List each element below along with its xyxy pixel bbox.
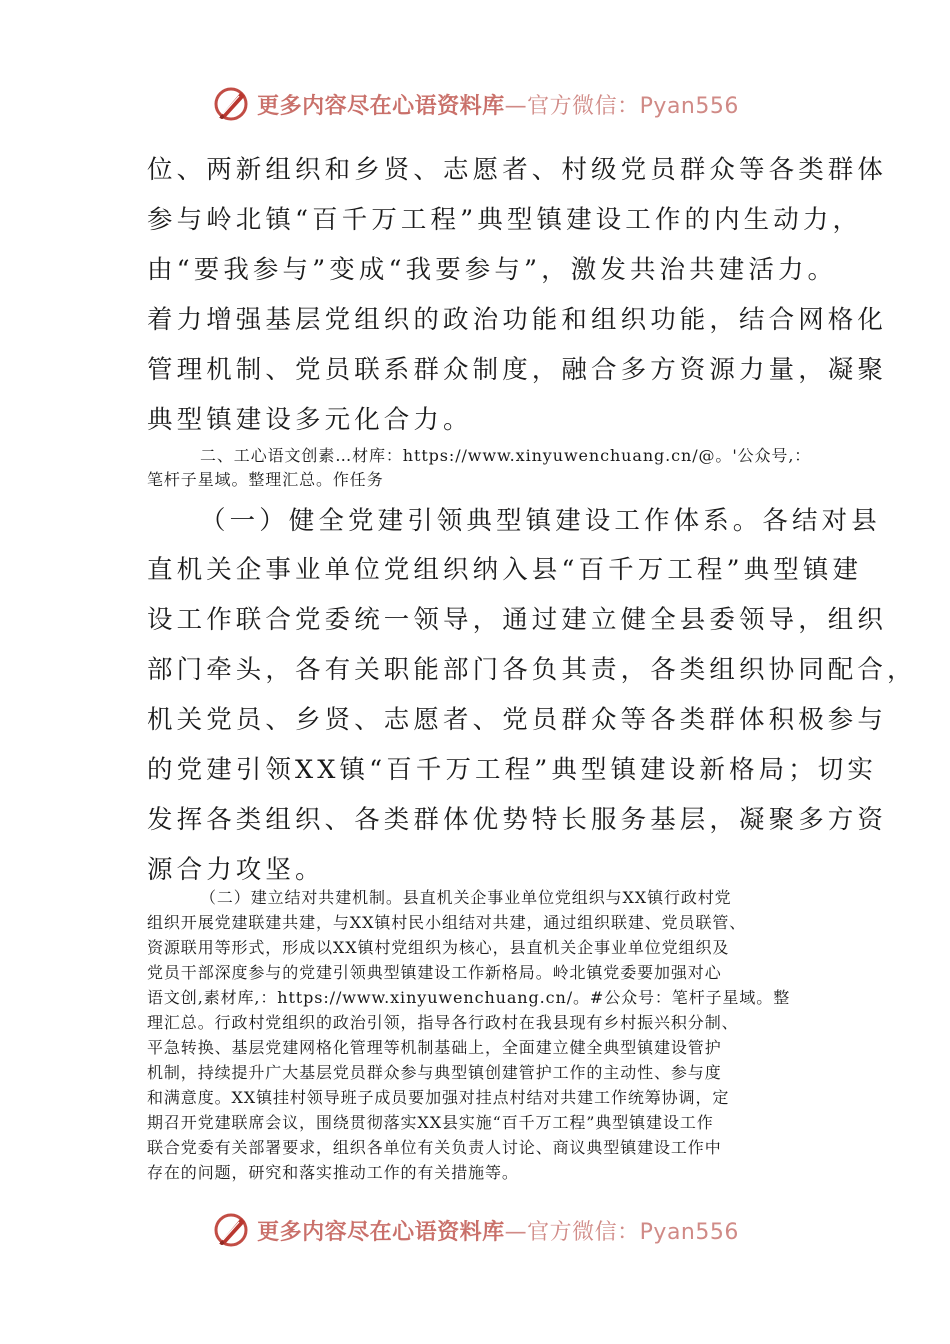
footer-watermark (0, 1208, 950, 1252)
para3-line-6: 理汇总。行政村党组织的政治引领，指导各行政村在我县现有乡村振兴积分制、 (147, 1013, 739, 1032)
para2-line-6: 的党建引领XX镇“百千万工程”典型镇建设新格局；切实 (147, 755, 877, 785)
para3-line-3: 资源联用等形式，形成以XX镇村党组织为核心，县直机关企事业单位党组织及 (147, 938, 730, 957)
para1-line-2: 参与岭北镇“百千万工程”典型镇建设工作的内生动力， (147, 205, 863, 235)
watermark-dash: — (504, 93, 528, 119)
header-watermark (0, 82, 950, 126)
para3-line-7: 平急转换、基层党建网格化管理等机制基础上，全面建立健全典型镇建设管护 (147, 1038, 722, 1057)
quill-logo-icon (211, 84, 251, 124)
watermark-wechat: 官方微信：Pyan556 (527, 1219, 739, 1245)
para2-line-2: 直机关企事业单位党组织纳入县“百千万工程”典型镇建 (147, 555, 863, 585)
para3-line-8: 机制，持续提升广大基层党员群众参与典型镇创建管护工作的主动性、参与度 (147, 1063, 722, 1082)
para1-line-4: 着力增强基层党组织的政治功能和组织功能，结合网格化 (147, 305, 888, 335)
para3-line-11: 联合党委有关部署要求，组织各单位有关负责人讨论、商议典型镇建设工作中 (147, 1138, 722, 1157)
para3-line-12: 存在的问题，研究和落实推动工作的有关措施等。 (147, 1163, 519, 1182)
para3-line-10: 期召开党建联席会议，围绕贯彻落实XX县实施“百千万工程”典型镇建设工作 (147, 1113, 714, 1132)
watermark-brand: 更多内容尽在心语资料库 (257, 1218, 505, 1245)
para2-line-3: 设工作联合党委统一领导，通过建立健全县委领导，组织 (147, 605, 888, 635)
watermark-text (257, 1215, 739, 1246)
para3-line-1: （二）建立结对共建机制。县直机关企事业单位党组织与XX镇行政村党 (200, 888, 732, 907)
para2-line-7: 发挥各类组织、各类群体优势特长服务基层，凝聚多方资 (147, 805, 888, 835)
para3-line-2: 组织开展党建联建共建，与XX镇村民小组结对共建，通过组织联建、党员联管、 (147, 913, 747, 932)
para1-line-3: 由“要我参与”变成“我要参与”，激发共治共建活力。 (147, 255, 838, 285)
para3-line-4: 党员干部深度参与的党建引领典型镇建设工作新格局。岭北镇党委要加强对心 (147, 963, 722, 982)
watermark-wechat: 官方微信：Pyan556 (527, 93, 739, 119)
watermark-dash: — (504, 1219, 528, 1245)
para1-line-1: 位、两新组织和乡贤、志愿者、村级党员群众等各类群体 (147, 155, 888, 185)
watermark-text (257, 89, 739, 120)
watermark-brand: 更多内容尽在心语资料库 (257, 92, 505, 119)
note-line-2: 笔杆子星域。整理汇总。作任务 (147, 470, 384, 489)
para1-line-6: 典型镇建设多元化合力。 (147, 405, 473, 435)
quill-logo-icon (211, 1210, 251, 1250)
para2-line-1: （一）健全党建引领典型镇建设工作体系。各结对县 (200, 506, 881, 536)
para2-line-4: 部门牵头，各有关职能部门各负其责，各类组织协同配合， (147, 655, 917, 685)
para2-line-8: 源合力攻坚。 (147, 855, 325, 885)
para2-line-5: 机关党员、乡贤、志愿者、党员群众等各类群体积极参与 (147, 705, 888, 735)
para3-line-5: 语文创,素材库,：https://www.xinyuwenchuang.cn/。#公众号：笔杆子星域。整 (147, 988, 791, 1007)
para3-line-9: 和满意度。XX镇挂村领导班子成员要加强对挂点村结对共建工作统筹协调，定 (147, 1088, 730, 1107)
note-line-1: 二、工心语文创素…材库：https://www.xinyuwenchuang.cn/@。'公众号,： (200, 446, 812, 465)
para1-line-5: 管理机制、党员联系群众制度，融合多方资源力量，凝聚 (147, 355, 888, 385)
